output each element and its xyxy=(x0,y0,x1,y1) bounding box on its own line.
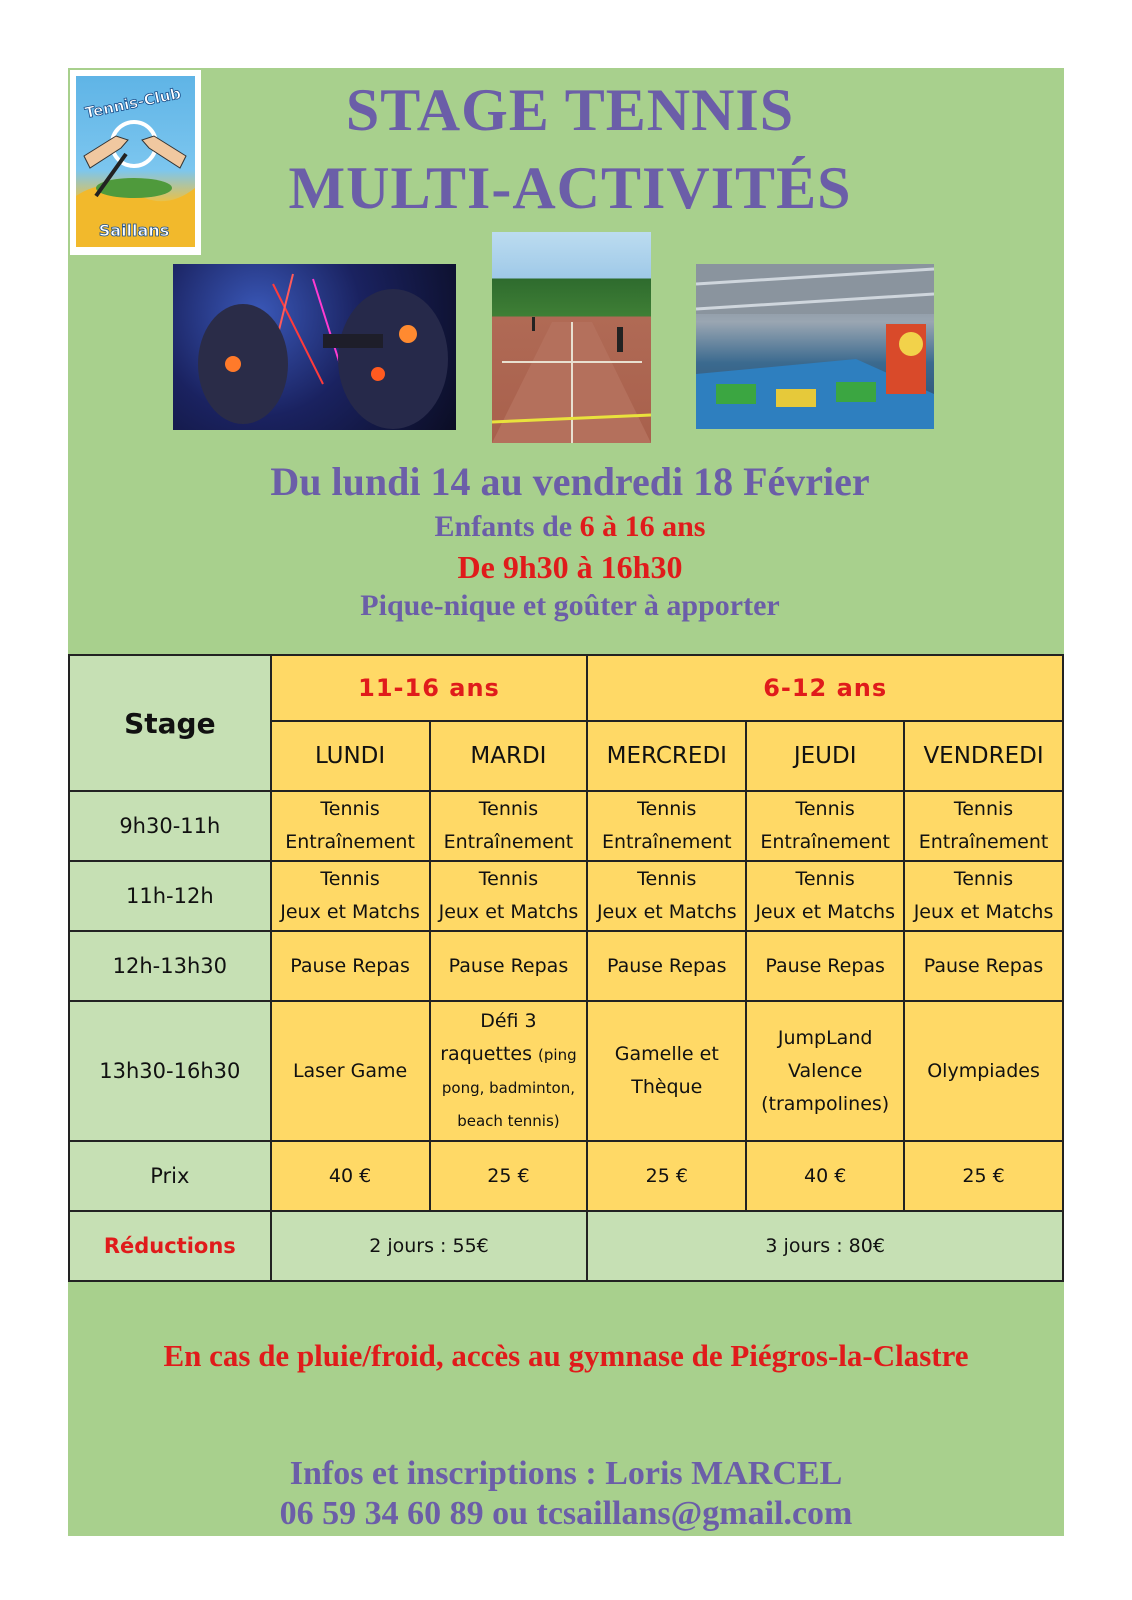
table-row xyxy=(69,931,1063,1001)
reductions-label: Réductions xyxy=(69,1211,271,1281)
activity-cell: Tennis Entraînement xyxy=(904,791,1063,861)
contact-phone-email: 06 59 34 60 89 ou tcsaillans@gmail.com xyxy=(279,1495,853,1532)
stage-dates: Du lundi 14 au vendredi 18 Février xyxy=(270,459,870,504)
activity-cell-jeudi: JumpLand Valence (trampolines) xyxy=(746,1001,904,1141)
svg-text:Tennis-Club: Tennis-Club xyxy=(83,84,183,123)
activity-cell: Tennis Jeux et Matchs xyxy=(904,861,1063,931)
activity-cell: Tennis Jeux et Matchs xyxy=(587,861,746,931)
activity-cell: Pause Repas xyxy=(430,931,588,1001)
price-cell: 25 € xyxy=(904,1141,1063,1211)
day-header-lundi: LUNDI xyxy=(271,721,430,791)
rain-notice: En cas de pluie/froid, accès au gymnase de Piégros-la-Clastre xyxy=(163,1338,969,1373)
title-line-2: MULTI-ACTIVITÉS xyxy=(288,155,852,221)
activity-cell-lundi: Laser Game xyxy=(271,1001,430,1141)
time-slot: 12h-13h30 xyxy=(69,931,271,1001)
activity-cell: Tennis Jeux et Matchs xyxy=(746,861,904,931)
tennis-court-photo xyxy=(492,232,651,443)
reduction-3-days: 3 jours : 80€ xyxy=(587,1211,1063,1281)
price-label: Prix xyxy=(69,1141,271,1211)
activity-cell: Pause Repas xyxy=(746,931,904,1001)
title-line-1: STAGE TENNIS xyxy=(345,77,795,143)
schedule-table xyxy=(68,654,1064,1282)
time-slot: 13h30-16h30 xyxy=(69,1001,271,1141)
activity-cell-vendredi: Olympiades xyxy=(904,1001,1063,1141)
day-header-mardi: MARDI xyxy=(430,721,588,791)
price-cell: 25 € xyxy=(587,1141,746,1211)
reductions-row xyxy=(69,1211,1063,1281)
activity-cell: Tennis Entraînement xyxy=(587,791,746,861)
activity-cell: Tennis Entraînement xyxy=(746,791,904,861)
activity-cell-mardi: Défi 3 raquettes (ping pong, badminton, beach tennis) xyxy=(430,1001,588,1141)
stage-header: Stage xyxy=(69,655,271,791)
reduction-2-days: 2 jours : 55€ xyxy=(271,1211,588,1281)
price-row xyxy=(69,1141,1063,1211)
price-cell: 25 € xyxy=(430,1141,588,1211)
activity-cell: Tennis Entraînement xyxy=(271,791,430,861)
age-range xyxy=(100,512,1040,542)
time-slot: 11h-12h xyxy=(69,861,271,931)
table-row xyxy=(69,791,1063,861)
time-slot: 9h30-11h xyxy=(69,791,271,861)
day-header-vendredi: VENDREDI xyxy=(904,721,1063,791)
day-header-mercredi: MERCREDI xyxy=(587,721,746,791)
activity-cell: Tennis Jeux et Matchs xyxy=(271,861,430,931)
picnic-note: Pique-nique et goûter à apporter xyxy=(360,589,780,622)
club-logo xyxy=(70,70,201,255)
age-range-value: 6 à 16 ans xyxy=(579,510,706,543)
trampoline-park-photo xyxy=(696,264,934,429)
price-cell: 40 € xyxy=(271,1141,430,1211)
table-row xyxy=(69,1001,1063,1141)
activity-cell-mercredi: Gamelle et Thèque xyxy=(587,1001,746,1141)
contact-info: Infos et inscriptions : Loris MARCEL xyxy=(289,1455,843,1492)
activity-cell: Pause Repas xyxy=(904,931,1063,1001)
activity-cell: Tennis Jeux et Matchs xyxy=(430,861,588,931)
age-group-11-16: 11-16 ans xyxy=(271,655,588,721)
age-group-6-12: 6-12 ans xyxy=(587,655,1063,721)
table-row xyxy=(69,861,1063,931)
age-prefix: Enfants de xyxy=(434,510,580,543)
activity-cell: Pause Repas xyxy=(271,931,430,1001)
stage-hours: De 9h30 à 16h30 xyxy=(457,549,683,585)
activity-cell: Pause Repas xyxy=(587,931,746,1001)
day-header-jeudi: JEUDI xyxy=(746,721,904,791)
activity-cell: Tennis Entraînement xyxy=(430,791,588,861)
svg-text:Saillans: Saillans xyxy=(98,221,170,240)
laser-game-photo xyxy=(173,264,456,430)
price-cell: 40 € xyxy=(746,1141,904,1211)
